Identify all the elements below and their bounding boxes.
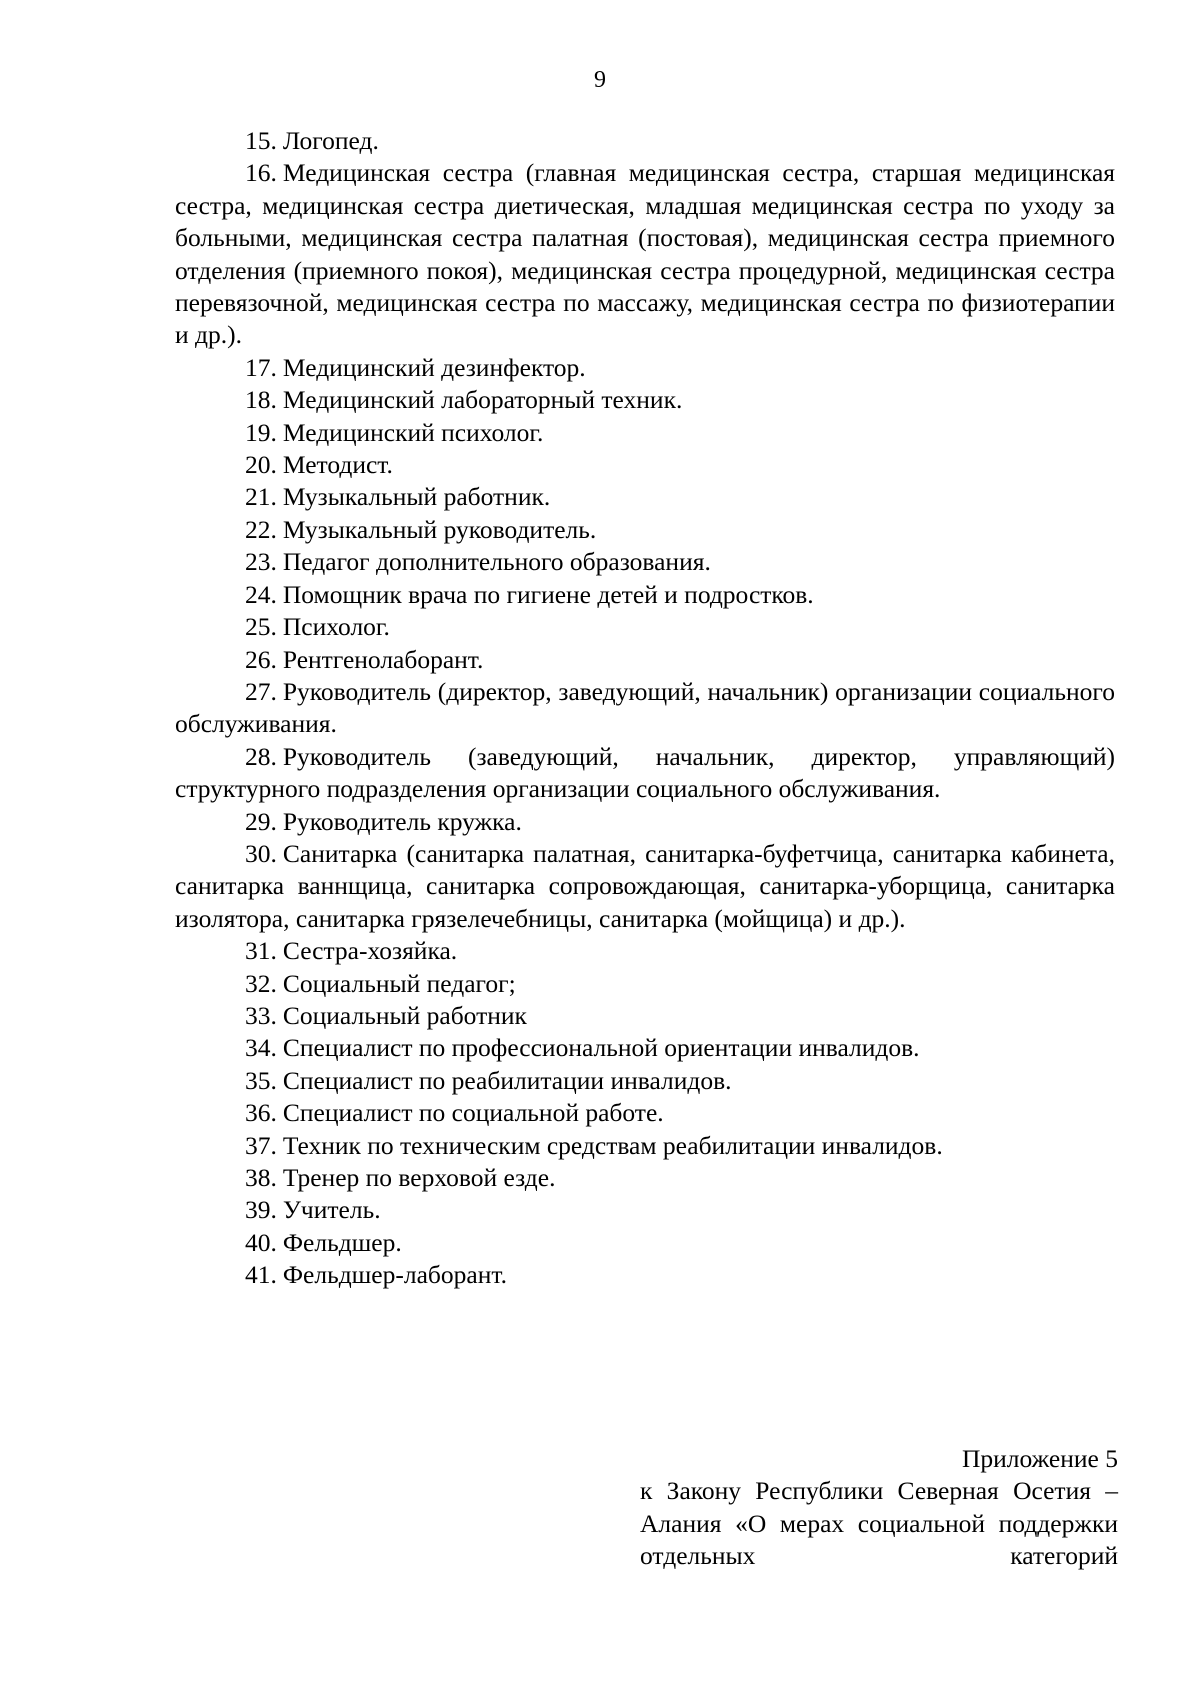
list-item (175, 514, 1115, 546)
list-item (175, 935, 1115, 967)
list-item-number: 32. (245, 968, 277, 998)
list-item-number: 38. (245, 1163, 277, 1192)
list-item-number: 19. (245, 417, 277, 447)
list-item (175, 417, 1115, 449)
list-item (175, 1032, 1115, 1064)
list-item-text: Помощник врача по гигиене детей и подростков. (282, 579, 814, 609)
list-item-number: 39. (245, 1195, 277, 1225)
list-item-text: Медицинская сестра (главная медицинская сестра, старшая медицинская сестра, медицинская сестра диетическая, младшая медицинская сестра по уходу за больными, медицинская сестра палатная (постовая), медицинская сестра приемного отделения (приемного покоя), медицинская сестра процедурной, медицинская сестра перевязочной, медицинская сестра по массажу, медицинская сестра по физиотерапии и др.). (175, 158, 1115, 350)
list-item-number: 37. (245, 1130, 277, 1160)
list-item-number: 36. (245, 1098, 277, 1128)
list-item (175, 838, 1115, 935)
list-item (175, 125, 1115, 157)
list-item (175, 644, 1115, 676)
list-item-number: 29. (245, 806, 277, 836)
list-item-text: Сестра-хозяйка. (282, 936, 458, 966)
list-item-number: 40. (245, 1227, 277, 1257)
list-item-number: 15. (245, 126, 277, 155)
profession-list (175, 125, 1115, 1292)
list-item-text: Социальный педагог; (282, 968, 516, 998)
list-item (175, 676, 1115, 741)
list-item-number: 34. (245, 1033, 277, 1063)
list-item-text: Музыкальный руководитель. (282, 514, 597, 544)
list-item (175, 1227, 1115, 1259)
list-item (175, 1194, 1115, 1226)
list-item (175, 806, 1115, 838)
list-item-text: Методист. (282, 450, 393, 480)
list-item-text: Учитель. (282, 1195, 381, 1225)
list-item-text: Психолог. (282, 612, 390, 642)
list-item (175, 352, 1115, 384)
list-item-number: 22. (245, 514, 277, 544)
list-item-number: 18. (245, 385, 277, 415)
list-item (175, 1097, 1115, 1129)
list-item-number: 33. (245, 1000, 277, 1030)
list-item-text: Руководитель (заведующий, начальник, директор, управляющий) структурного подразделения организации социального обслуживания. (175, 741, 1115, 804)
list-item-text: Специалист по реабилитации инвалидов. (282, 1065, 732, 1095)
list-item-text: Санитарка (санитарка палатная, санитарка-буфетчица, санитарка кабинета, санитарка ваннщица, санитарка сопровождающая, санитарка-уборщица, санитарка изолятора, санитарка грязелечебницы, санитарка (мойщица) и др.). (175, 838, 1115, 933)
list-item (175, 1000, 1115, 1032)
list-item-text: Медицинский дезинфектор. (282, 352, 586, 382)
appendix-title: Приложение 5 (962, 1444, 1118, 1473)
list-item (175, 1130, 1115, 1162)
list-item-text: Техник по техническим средствам реабилитации инвалидов. (282, 1130, 943, 1160)
list-item (175, 579, 1115, 611)
list-item-text: Музыкальный работник. (282, 482, 551, 512)
list-item (175, 384, 1115, 416)
list-item-text: Фельдшер-лаборант. (282, 1260, 507, 1290)
list-item-number: 17. (245, 352, 277, 382)
list-item-text: Специалист по профессиональной ориентации инвалидов. (282, 1033, 920, 1063)
list-item-number: 20. (245, 450, 277, 480)
list-item (175, 546, 1115, 578)
list-item (175, 1162, 1115, 1194)
list-item-text: Руководитель кружка. (282, 806, 522, 836)
list-item-number: 41. (245, 1260, 277, 1290)
list-item-text: Педагог дополнительного образования. (282, 547, 711, 577)
list-item-number: 30. (245, 838, 277, 868)
appendix-block (640, 1443, 1118, 1573)
list-item (175, 741, 1115, 806)
list-item-number: 24. (245, 579, 277, 609)
list-item-number: 21. (245, 482, 277, 512)
list-item (175, 449, 1115, 481)
list-item (175, 481, 1115, 513)
list-item-text: Медицинский психолог. (282, 417, 544, 447)
list-item-number: 35. (245, 1065, 277, 1095)
list-item-text: Медицинский лабораторный техник. (282, 385, 683, 415)
list-item (175, 968, 1115, 1000)
page-number: 9 (594, 67, 606, 93)
list-item-number: 25. (245, 612, 277, 642)
list-item-text: Специалист по социальной работе. (282, 1098, 664, 1128)
list-item (175, 1259, 1115, 1291)
list-item-text: Социальный работник (282, 1000, 527, 1030)
list-item-text: Фельдшер. (282, 1227, 402, 1257)
list-item-text: Руководитель (директор, заведующий, начальник) организации социального обслуживания. (175, 676, 1115, 739)
list-item-number: 23. (245, 547, 277, 577)
list-item (175, 1065, 1115, 1097)
list-item-number: 28. (245, 741, 277, 771)
list-item-number: 16. (245, 158, 277, 188)
list-item-number: 26. (245, 644, 277, 674)
list-item-text: Логопед. (282, 126, 379, 155)
list-item (175, 611, 1115, 643)
list-item (175, 157, 1115, 351)
appendix-body: к Закону Республики Северная Осетия – Алания «О мерах социальной поддержки отдельных категорий (640, 1476, 1118, 1571)
list-item-number: 31. (245, 936, 277, 966)
list-item-text: Рентгенолаборант. (282, 644, 484, 674)
list-item-text: Тренер по верховой езде. (282, 1163, 556, 1192)
list-item-number: 27. (245, 676, 277, 706)
